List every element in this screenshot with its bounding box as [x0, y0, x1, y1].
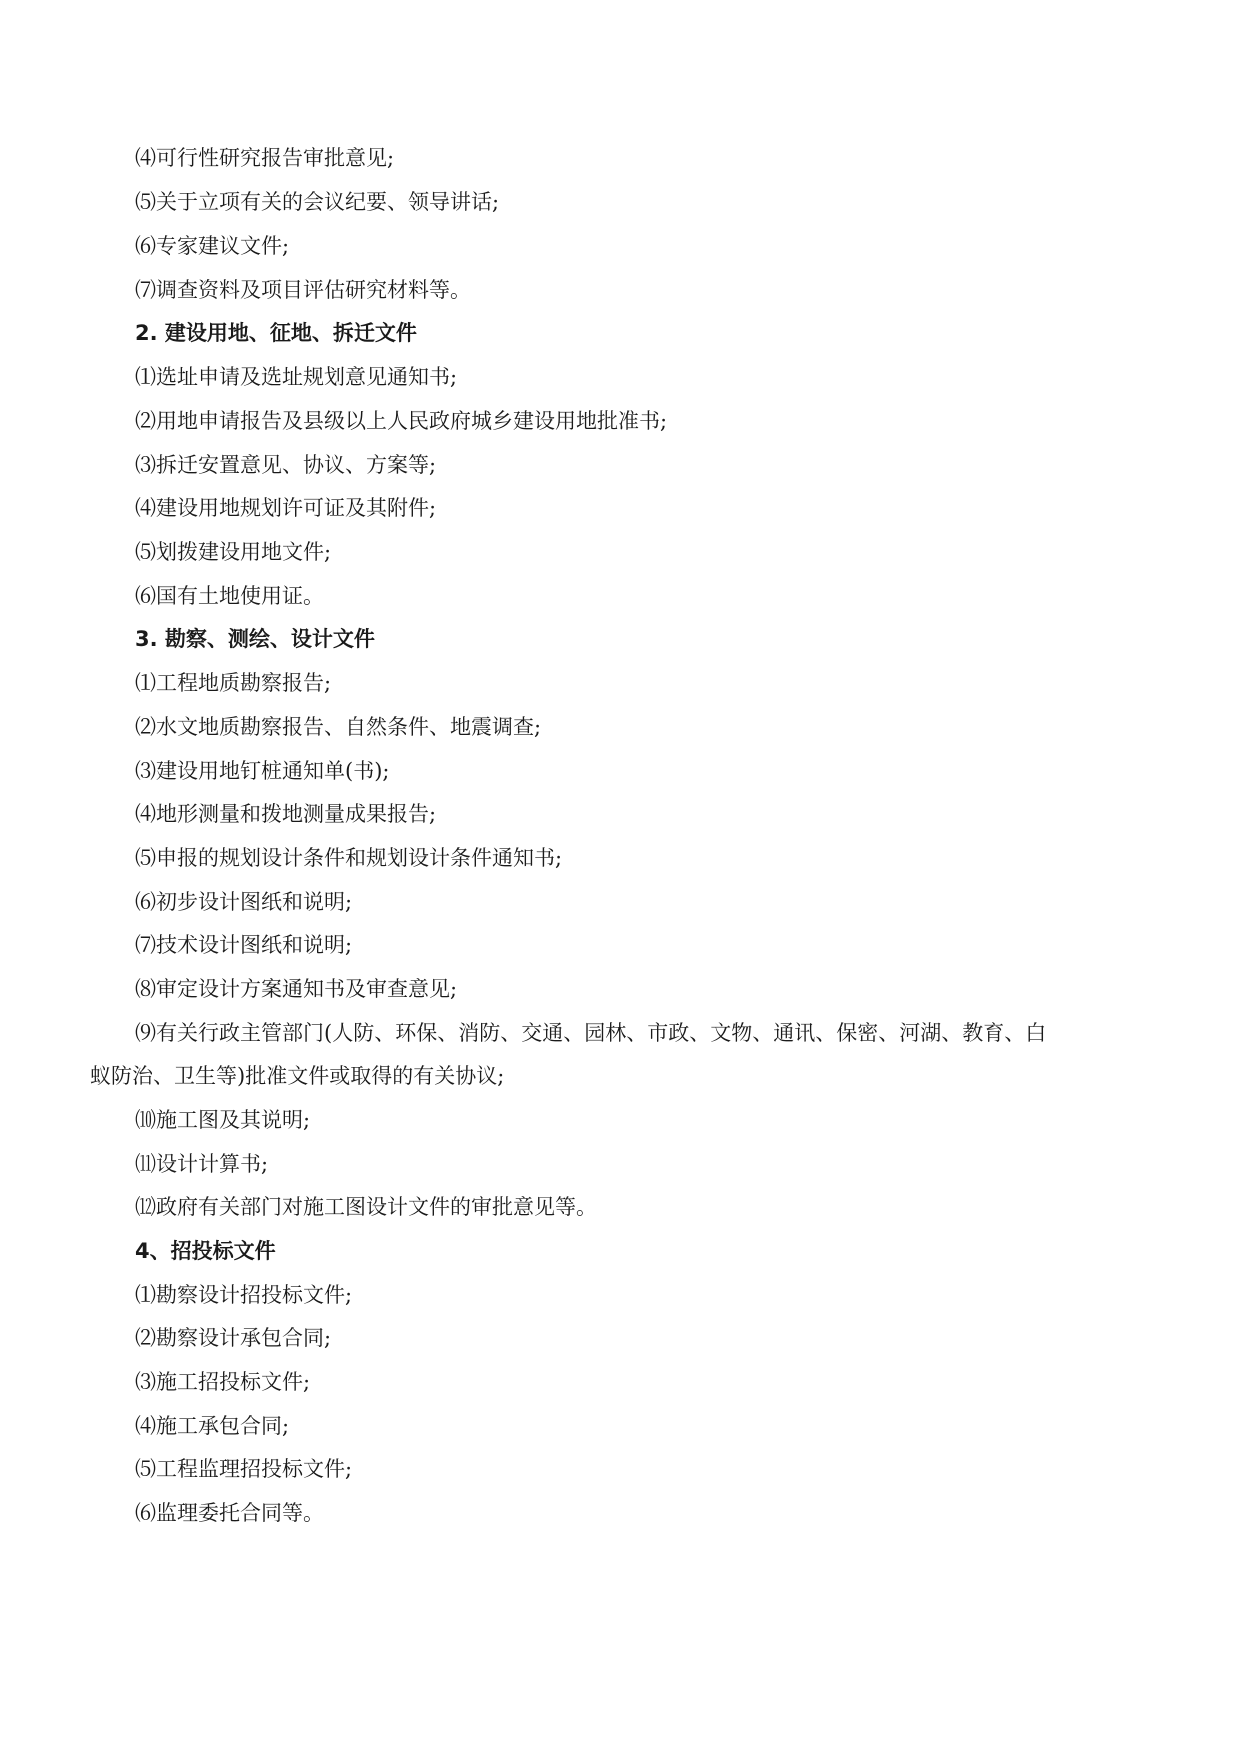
section-heading: 3. 勘察、测绘、设计文件 — [135, 627, 375, 651]
list-item: ⑵用地申请报告及县级以上人民政府城乡建设用地批准书; — [135, 409, 668, 433]
list-item: ⑺调查资料及项目评估研究材料等。 — [135, 278, 471, 302]
list-item: ⑵水文地质勘察报告、自然条件、地震调查; — [135, 715, 542, 739]
section-heading: 4、招投标文件 — [135, 1239, 276, 1263]
list-item: ⑹专家建议文件; — [135, 234, 290, 258]
list-item: ⑴勘察设计招投标文件; — [135, 1283, 353, 1307]
list-item: ⑸关于立项有关的会议纪要、领导讲话; — [135, 190, 500, 214]
list-item: ⑶施工招投标文件; — [135, 1370, 311, 1394]
list-item: ⑹国有土地使用证。 — [135, 584, 324, 608]
list-item: ⑷可行性研究报告审批意见; — [135, 146, 395, 170]
list-item: ⑽施工图及其说明; — [135, 1108, 311, 1132]
list-item-continuation: 蚁防治、卫生等)批准文件或取得的有关协议; — [90, 1064, 505, 1088]
list-item: ⑸申报的规划设计条件和规划设计条件通知书; — [135, 846, 563, 870]
list-item: ⑸划拨建设用地文件; — [135, 540, 332, 564]
list-item: ⑼有关行政主管部门(人防、环保、消防、交通、园林、市政、文物、通讯、保密、河湖、教育、白 — [135, 1021, 1047, 1045]
list-item: ⑴工程地质勘察报告; — [135, 671, 332, 695]
list-item: ⑸工程监理招投标文件; — [135, 1457, 353, 1481]
list-item: ⑷建设用地规划许可证及其附件; — [135, 496, 437, 520]
list-item: ⑺技术设计图纸和说明; — [135, 933, 353, 957]
list-item: ⑹监理委托合同等。 — [135, 1501, 324, 1525]
list-item: ⑿政府有关部门对施工图设计文件的审批意见等。 — [135, 1195, 597, 1219]
list-item: ⑴选址申请及选址规划意见通知书; — [135, 365, 458, 389]
list-item: ⑷施工承包合同; — [135, 1414, 290, 1438]
list-item: ⑷地形测量和拨地测量成果报告; — [135, 802, 437, 826]
list-item: ⑵勘察设计承包合同; — [135, 1326, 332, 1350]
section-heading: 2. 建设用地、征地、拆迁文件 — [135, 321, 417, 345]
list-item: ⑹初步设计图纸和说明; — [135, 890, 353, 914]
list-item: ⑻审定设计方案通知书及审查意见; — [135, 977, 458, 1001]
list-item: ⑾设计计算书; — [135, 1152, 269, 1176]
list-item: ⑶建设用地钉桩通知单(书); — [135, 759, 390, 783]
list-item: ⑶拆迁安置意见、协议、方案等; — [135, 453, 437, 477]
